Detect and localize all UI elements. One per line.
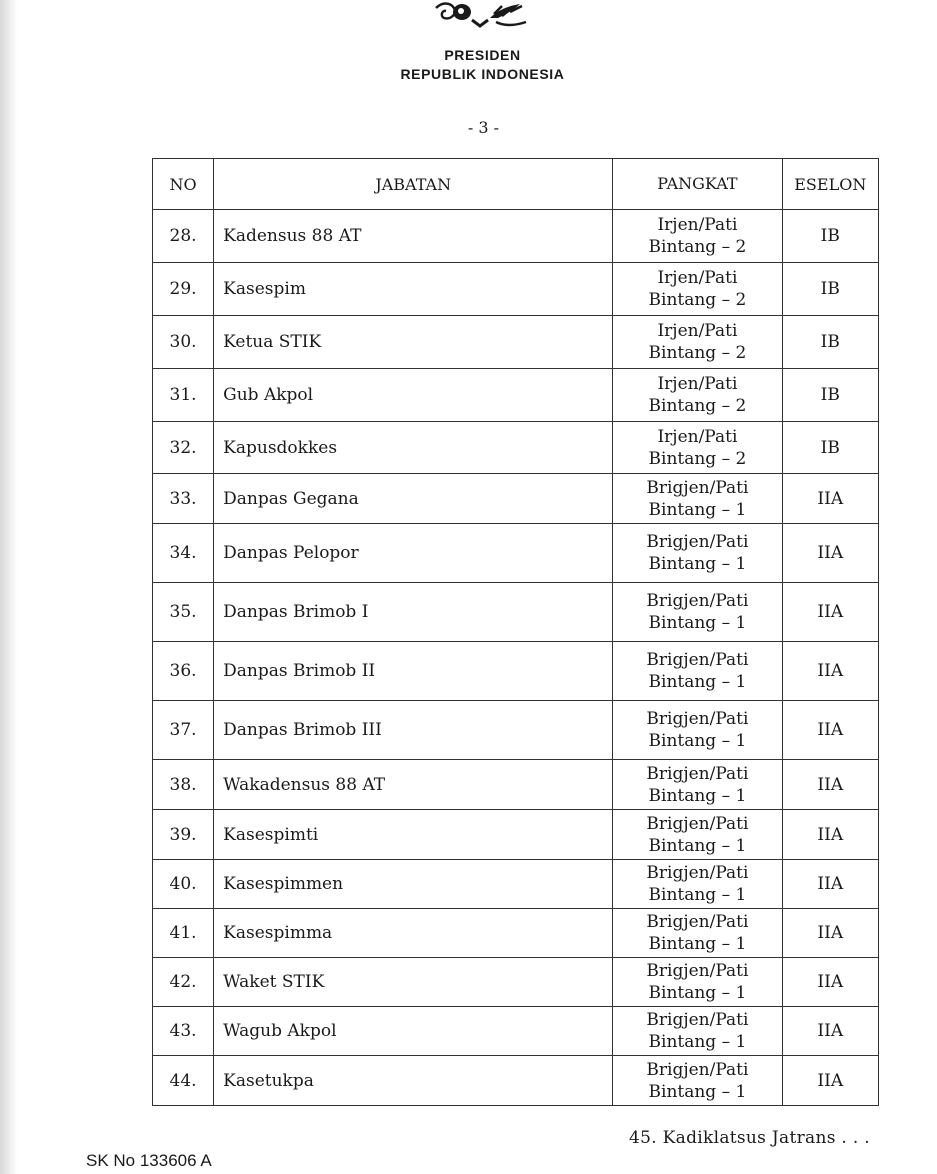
garuda-emblem-icon	[432, 0, 532, 32]
pangkat-star: Bintang – 2	[648, 396, 747, 416]
cell-no: 36.	[153, 642, 214, 701]
cell-no: 42.	[153, 958, 214, 1007]
cell-no: 30.	[153, 316, 214, 369]
table-row	[153, 1007, 879, 1056]
pangkat-star: Bintang – 1	[648, 1081, 747, 1102]
cell-eselon: IB	[782, 263, 878, 316]
column-header-no: NO	[153, 159, 214, 210]
cell-pangkat	[613, 860, 782, 909]
table-row	[153, 474, 879, 524]
cell-eselon: IIA	[782, 474, 878, 524]
pangkat-rank: Brigjen/Pati	[646, 763, 749, 784]
pangkat-star: Bintang – 1	[648, 672, 747, 692]
pangkat-rank: Brigjen/Pati	[646, 709, 749, 729]
cell-eselon: IIA	[782, 1056, 878, 1106]
cell-pangkat	[613, 316, 782, 369]
cell-jabatan: Danpas Pelopor	[214, 524, 613, 583]
pangkat-star: Bintang – 1	[648, 613, 747, 633]
pangkat-rank: Brigjen/Pati	[646, 532, 749, 552]
cell-pangkat	[613, 1056, 782, 1106]
pangkat-star: Bintang – 2	[648, 343, 747, 363]
cell-pangkat	[613, 642, 782, 701]
cell-pangkat	[613, 701, 782, 760]
cell-pangkat	[613, 1007, 782, 1056]
table-header-row	[153, 159, 879, 210]
cell-pangkat	[613, 760, 782, 810]
pangkat-rank: Brigjen/Pati	[646, 650, 749, 670]
header-presiden: PRESIDEN	[444, 47, 521, 63]
cell-jabatan: Danpas Brimob II	[214, 642, 613, 701]
cell-jabatan: Waket STIK	[214, 958, 613, 1007]
pangkat-rank: Brigjen/Pati	[646, 591, 749, 611]
cell-eselon: IIA	[782, 760, 878, 810]
cell-jabatan: Wakadensus 88 AT	[214, 760, 613, 810]
cell-pangkat	[613, 583, 782, 642]
table-row	[153, 263, 879, 316]
cell-jabatan: Kasetukpa	[214, 1056, 613, 1106]
cell-eselon: IIA	[782, 860, 878, 909]
cell-no: 44.	[153, 1056, 214, 1106]
cell-eselon: IIA	[782, 583, 878, 642]
table-row	[153, 583, 879, 642]
cell-pangkat	[613, 474, 782, 524]
cell-no: 41.	[153, 909, 214, 958]
cell-eselon: IB	[782, 316, 878, 369]
pangkat-rank: Brigjen/Pati	[646, 912, 749, 932]
cell-no: 40.	[153, 860, 214, 909]
position-table	[152, 158, 879, 1106]
cell-eselon: IIA	[782, 810, 878, 860]
cell-pangkat	[613, 958, 782, 1007]
cell-jabatan: Kapusdokkes	[214, 422, 613, 474]
pangkat-star: Bintang – 1	[648, 554, 747, 574]
cell-jabatan: Danpas Brimob I	[214, 583, 613, 642]
cell-jabatan: Danpas Gegana	[214, 474, 613, 524]
pangkat-rank: Irjen/Pati	[657, 321, 738, 341]
table-row	[153, 1056, 879, 1106]
pangkat-star: Bintang – 1	[648, 785, 747, 806]
cell-eselon: IIA	[782, 701, 878, 760]
cell-pangkat	[613, 369, 782, 422]
cell-no: 38.	[153, 760, 214, 810]
pangkat-star: Bintang – 1	[648, 983, 747, 1003]
cell-no: 34.	[153, 524, 214, 583]
table-row	[153, 860, 879, 909]
cell-jabatan: Danpas Brimob III	[214, 701, 613, 760]
cell-no: 39.	[153, 810, 214, 860]
cell-jabatan: Wagub Akpol	[214, 1007, 613, 1056]
continuation-text: 45. Kadiklatsus Jatrans . . .	[629, 1128, 870, 1148]
pangkat-star: Bintang – 1	[648, 835, 747, 856]
cell-jabatan: Kasespimma	[214, 909, 613, 958]
pangkat-star: Bintang – 2	[648, 290, 747, 310]
cell-no: 33.	[153, 474, 214, 524]
cell-no: 43.	[153, 1007, 214, 1056]
cell-pangkat	[613, 263, 782, 316]
table-row	[153, 316, 879, 369]
pangkat-rank: Irjen/Pati	[657, 268, 738, 288]
cell-no: 29.	[153, 263, 214, 316]
table-row	[153, 210, 879, 263]
cell-pangkat	[613, 422, 782, 474]
cell-pangkat	[613, 909, 782, 958]
table-row	[153, 369, 879, 422]
pangkat-rank: Brigjen/Pati	[646, 1010, 749, 1030]
cell-eselon: IIA	[782, 1007, 878, 1056]
pangkat-star: Bintang – 1	[648, 731, 747, 751]
pangkat-rank: Irjen/Pati	[657, 374, 738, 394]
page-number: - 3 -	[467, 118, 500, 137]
pangkat-rank: Brigjen/Pati	[646, 863, 749, 883]
table-row	[153, 810, 879, 860]
pangkat-star: Bintang – 2	[648, 237, 747, 257]
header-republik: REPUBLIK INDONESIA	[400, 66, 565, 82]
cell-jabatan: Ketua STIK	[214, 316, 613, 369]
cell-jabatan: Gub Akpol	[214, 369, 613, 422]
cell-eselon: IIA	[782, 958, 878, 1007]
cell-pangkat	[613, 210, 782, 263]
table-row	[153, 760, 879, 810]
cell-no: 32.	[153, 422, 214, 474]
cell-no: 31.	[153, 369, 214, 422]
pangkat-rank: Irjen/Pati	[657, 215, 738, 235]
cell-jabatan: Kasespimti	[214, 810, 613, 860]
pangkat-star: Bintang – 2	[648, 448, 747, 469]
cell-pangkat	[613, 810, 782, 860]
cell-eselon: IIA	[782, 909, 878, 958]
table-row	[153, 701, 879, 760]
cell-pangkat	[613, 524, 782, 583]
cell-jabatan: Kasespim	[214, 263, 613, 316]
pangkat-star: Bintang – 1	[648, 499, 747, 520]
pangkat-star: Bintang – 1	[648, 1032, 747, 1052]
table-row	[153, 909, 879, 958]
table-row	[153, 524, 879, 583]
sk-number: SK No 133606 A	[86, 1151, 212, 1170]
cell-eselon: IIA	[782, 642, 878, 701]
pangkat-star: Bintang – 1	[648, 885, 747, 905]
cell-eselon: IIA	[782, 524, 878, 583]
cell-no: 28.	[153, 210, 214, 263]
pangkat-rank: Irjen/Pati	[657, 426, 738, 447]
cell-eselon: IB	[782, 422, 878, 474]
table-row	[153, 422, 879, 474]
pangkat-rank: Brigjen/Pati	[646, 961, 749, 981]
pangkat-rank: Brigjen/Pati	[646, 1059, 749, 1080]
pangkat-star: Bintang – 1	[648, 934, 747, 954]
column-header-eselon: ESELON	[782, 159, 878, 210]
table-row	[153, 642, 879, 701]
cell-eselon: IB	[782, 210, 878, 263]
cell-jabatan: Kadensus 88 AT	[214, 210, 613, 263]
cell-no: 35.	[153, 583, 214, 642]
cell-jabatan: Kasespimmen	[214, 860, 613, 909]
pangkat-rank: Brigjen/Pati	[646, 477, 749, 498]
cell-eselon: IB	[782, 369, 878, 422]
pangkat-rank: Brigjen/Pati	[646, 813, 749, 834]
cell-no: 37.	[153, 701, 214, 760]
page-edge-shadow	[0, 0, 18, 1174]
column-header-pangkat: PANGKAT	[613, 159, 782, 210]
column-header-jabatan: JABATAN	[214, 159, 613, 210]
table-row	[153, 958, 879, 1007]
